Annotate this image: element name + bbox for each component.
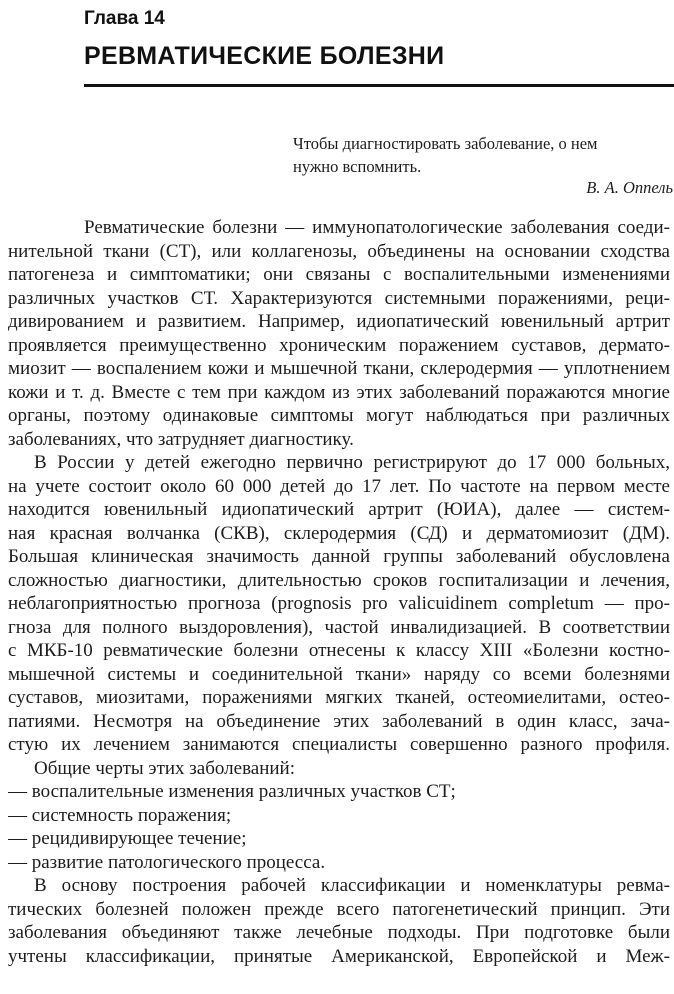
text-line: ная красная волчанка (СКВ), склеродермия (СД) и дерматомиозит (ДМ).: [8, 522, 670, 544]
text-line: учтены классификации, принятые Американской, Европейской и Меж-: [8, 945, 670, 967]
list-item: — развитие патологического процесса.: [8, 851, 326, 873]
text-line: на учете состоит около 60 000 детей до 17 лет. По частоте на первом месте: [8, 475, 670, 497]
text-line: Большая клиническая значимость данной группы заболеваний обусловлена: [8, 546, 670, 567]
text-line: миозит — воспалением кожи и мышечной ткани, склеродермия — уплотнением: [8, 358, 670, 379]
text-line: проявляется преимущественно хроническим поражением суставов, дермато-: [8, 334, 670, 356]
list-item: — системность поражения;: [8, 804, 232, 826]
text-line: патогенеза и симптоматики; они связаны с воспалительными изменениями: [8, 264, 670, 285]
text-line: кожи и т. д. Вместе с тем при каждом из этих заболеваний поражаются многие: [8, 381, 670, 403]
text-line: В России у детей ежегодно первично регистрируют до 17 000 больных,: [34, 452, 670, 473]
text-line: сложностью диагностики, длительностью сроков госпитализации и лечения,: [8, 569, 670, 591]
list-item: — рецидивирующее течение;: [8, 828, 247, 849]
epigraph-line: нужно вспомнить.: [293, 157, 422, 176]
text-line: органы, поэтому одинаковые симптомы могут наблюдаться при различных: [8, 405, 670, 426]
text-line: Ревматические болезни — иммунопатологические заболевания соеди-: [84, 217, 670, 238]
text-line: заболеваниях, что затрудняет диагностику.: [8, 428, 354, 450]
epigraph-line: Чтобы диагностировать заболевание, о нем: [293, 134, 598, 153]
body-text: [8, 216, 670, 968]
chapter-title: РЕВМАТИЧЕСКИЕ БОЛЕЗНИ: [84, 42, 445, 70]
text-line: находится ювенильный идиопатический артрит (ЮИА), далее — систем-: [8, 499, 670, 520]
text-line: суставов, миозитами, поражениями мягких тканей, остеомиелитами, остео-: [8, 687, 670, 708]
title-underline: [84, 84, 674, 87]
epigraph: [293, 132, 673, 197]
text-line: стую их лечением занимаются специалисты совершенно разного профиля.: [8, 734, 670, 755]
text-line: с МКБ-10 ревматические болезни отнесены к классу XIII «Болезни костно-: [8, 640, 670, 661]
text-line: гноза для полного выздоровления), частой инвалидизацией. В соответствии: [8, 616, 670, 638]
text-line: Общие черты этих заболеваний:: [34, 757, 296, 779]
chapter-number: Глава 14: [84, 8, 165, 29]
text-line: неблагоприятностью прогноза (prognosis pro valicuidinem completum — про-: [8, 593, 670, 614]
text-line: мышечной системы и соединительной ткани» наряду со всеми болезнями: [8, 663, 670, 685]
text-line: тических болезней положен прежде всего патогенетический принцип. Эти: [8, 898, 670, 920]
epigraph-author: В. А. Оппель: [586, 178, 673, 197]
text-line: заболевания объединяют также лечебные подходы. При подготовке были: [8, 922, 670, 943]
text-line: патиями. Несмотря на объединение этих заболеваний в один класс, зача-: [8, 710, 670, 732]
text-line: В основу построения рабочей классификации и номенклатуры ревма-: [34, 875, 670, 896]
list-item: — воспалительные изменения различных участков СТ;: [8, 781, 456, 802]
text-line: нительной ткани (СТ), или коллагенозы, объединены на основании сходства: [8, 240, 670, 262]
text-line: дивированием и развитием. Например, идиопатический ювенильный артрит: [8, 311, 670, 332]
text-line: различных участков СТ. Характеризуются системными поражениями, реци-: [8, 287, 670, 309]
